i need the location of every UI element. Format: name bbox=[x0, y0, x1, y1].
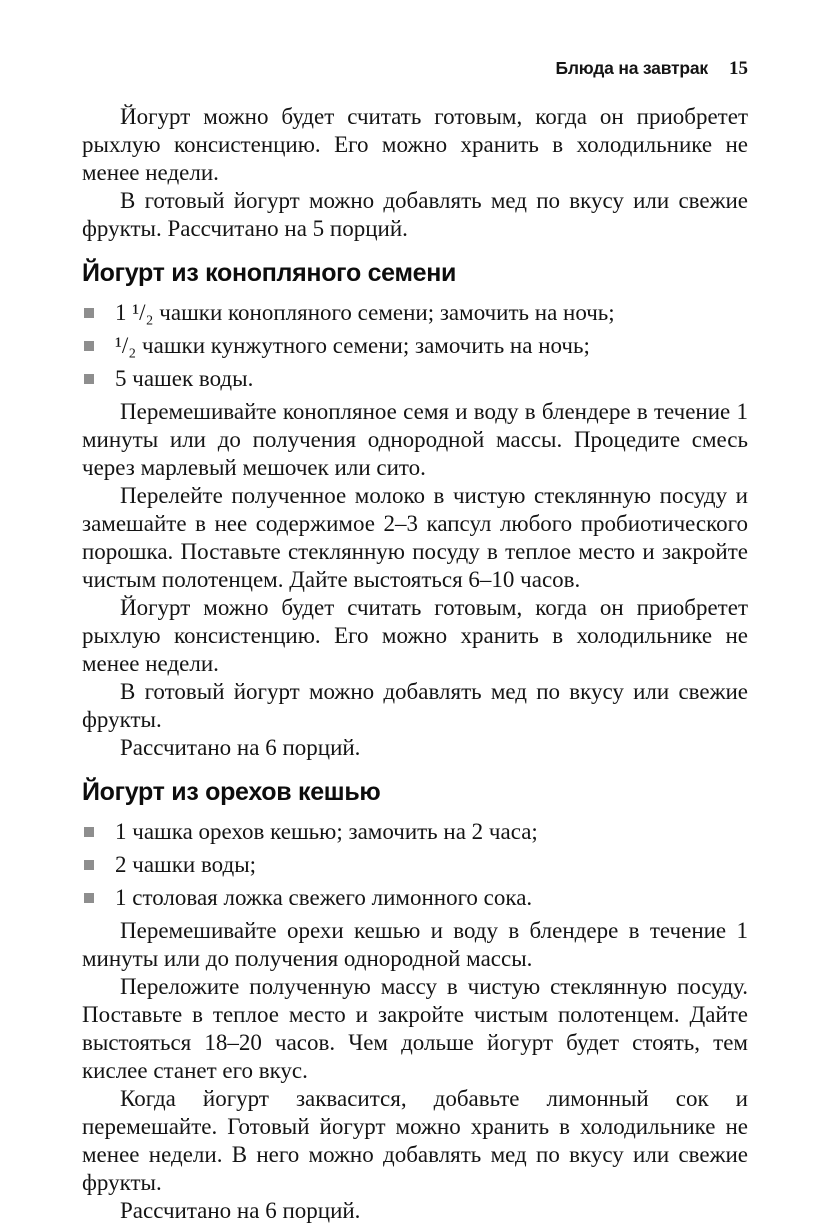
bullet-square-icon bbox=[84, 308, 94, 318]
step-paragraph: В готовый йогурт можно добавлять мед по вкусу или свежие фрукты. bbox=[82, 679, 748, 732]
chapter-title: Блюда на завтрак bbox=[555, 58, 708, 78]
ingredient-item bbox=[82, 365, 748, 393]
bullet-square-icon bbox=[84, 893, 94, 903]
step-paragraph: Когда йогурт заквасится, добавьте лимонный сок и перемешайте. Готовый йогурт можно хранить в холодильнике не менее недели. В него можно добавлять мед по вкусу или свежие фрукты. bbox=[82, 1086, 748, 1195]
ingredient-text: 1 ¹/₂ чашки конопляного семени; замочить на ночь; bbox=[115, 300, 615, 325]
step-paragraph: Перемешивайте орехи кешью и воду в блендере в течение 1 минуты или до получения однородной массы. bbox=[82, 918, 748, 971]
page-content bbox=[82, 58, 748, 1225]
servings-paragraph: Рассчитано на 6 порций. bbox=[120, 1198, 361, 1223]
ingredient-text: 2 чашки воды; bbox=[115, 852, 257, 877]
ingredient-text: 5 чашек воды. bbox=[115, 366, 254, 391]
ingredient-item bbox=[82, 851, 748, 879]
ingredient-list bbox=[82, 299, 748, 393]
bullet-square-icon bbox=[84, 860, 94, 870]
intro-paragraph: В готовый йогурт можно добавлять мед по вкусу или свежие фрукты. Рассчитано на 5 порций. bbox=[82, 188, 748, 241]
step-paragraph: Перелейте полученное молоко в чистую стеклянную посуду и замешайте в нее содержимое 2–3 капсул любого пробиотического порошка. Поставьте стеклянную посуду в теплое место и закройте чистым полотенцем. Дайте выстояться 6–10 часов. bbox=[82, 483, 748, 592]
bullet-square-icon bbox=[84, 827, 94, 837]
step-paragraph: Йогурт можно будет считать готовым, когда он приобретет рыхлую консистенцию. Его можно хранить в холодильнике не менее недели. bbox=[82, 595, 748, 676]
recipe-section-cashew-yogurt bbox=[82, 778, 748, 1225]
recipe-section-hemp-yogurt bbox=[82, 259, 748, 762]
step-paragraph: Перемешивайте конопляное семя и воду в блендере в течение 1 минуты или до получения однородной массы. Процедите смесь через марлевый мешочек или сито. bbox=[82, 399, 748, 480]
ingredient-item bbox=[82, 332, 748, 360]
recipe-title: Йогурт из конопляного семени bbox=[82, 259, 457, 287]
running-head bbox=[82, 58, 748, 80]
bullet-square-icon bbox=[84, 341, 94, 351]
ingredient-list bbox=[82, 818, 748, 912]
step-paragraph: Переложите полученную массу в чистую стеклянную посуду. Поставьте в теплое место и закройте чистым полотенцем. Дайте выстояться 18–20 часов. Чем дольше йогурт будет стоять, тем кислее станет его вкус. bbox=[82, 974, 748, 1083]
ingredient-text: 1 столовая ложка свежего лимонного сока. bbox=[115, 885, 533, 910]
page-number: 15 bbox=[729, 58, 748, 79]
intro-paragraph: Йогурт можно будет считать готовым, когда он приобретет рыхлую консистенцию. Его можно хранить в холодильнике не менее недели. bbox=[82, 104, 748, 185]
servings-paragraph: Рассчитано на 6 порций. bbox=[120, 735, 361, 760]
recipe-title: Йогурт из орехов кешью bbox=[82, 778, 381, 806]
ingredient-text: 1 чашка орехов кешью; замочить на 2 часа; bbox=[115, 819, 538, 844]
bullet-square-icon bbox=[84, 374, 94, 384]
ingredient-item bbox=[82, 884, 748, 912]
ingredient-text: ¹/₂ чашки кунжутного семени; замочить на ночь; bbox=[115, 333, 590, 358]
ingredient-item bbox=[82, 818, 748, 846]
ingredient-item bbox=[82, 299, 748, 327]
